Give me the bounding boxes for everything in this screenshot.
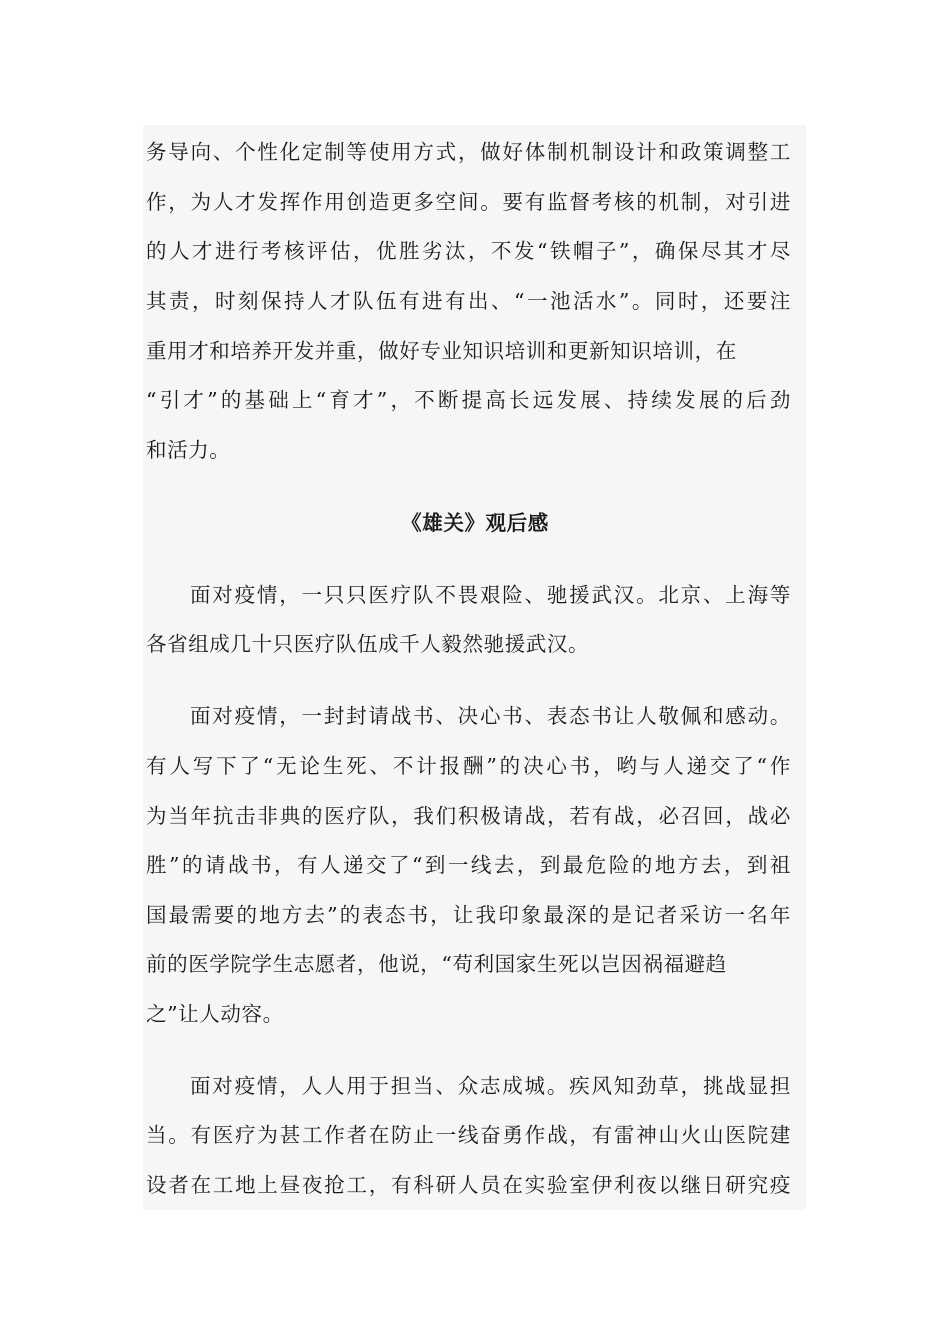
- paragraph-line: 当。有医疗为甚工作者在防止一线奋勇作战，有雷神山火山医院建: [146, 1123, 791, 1147]
- section-title: 《雄关》观后感: [401, 511, 549, 535]
- paragraph-line: 之”让人动容。: [146, 1002, 284, 1026]
- paragraph-line: 设者在工地上昼夜抢工，有科研人员在实验室伊利夜以继日研究疫: [146, 1173, 791, 1197]
- paragraph-line: 和活力。: [146, 438, 231, 462]
- paragraph-line: 面对疫情，一只只医疗队不畏艰险、驰援武汉。北京、上海等: [190, 583, 791, 607]
- paragraph-line: 胜”的请战书，有人递交了“到一线去，到最危险的地方去，到祖: [146, 853, 791, 877]
- paragraph-line: 国最需要的地方去”的表态书，让我印象最深的是记者采访一名年: [146, 903, 791, 927]
- paragraph-line: 为当年抗击非典的医疗队，我们积极请战，若有战，必召回，战必: [146, 804, 791, 828]
- paragraph-line: 各省组成几十只医疗队伍成千人毅然驰援武汉。: [146, 632, 590, 656]
- paragraph-line: 面对疫情，一封封请战书、决心书、表态书让人敬佩和感动。: [190, 704, 791, 728]
- paragraph-line: 其责，时刻保持人才队伍有进有出、“一池活水”。同时，还要注: [146, 289, 791, 313]
- paragraph-line: 的人才进行考核评估，优胜劣汰，不发“铁帽子”，确保尽其才尽: [146, 239, 791, 263]
- paragraph-line: “引才”的基础上“育才”，不断提高长远发展、持续发展的后劲: [146, 388, 791, 412]
- paragraph-line: 重用才和培养开发并重，做好专业知识培训和更新知识培训，在: [146, 339, 737, 363]
- paragraph-line: 前的医学院学生志愿者，他说，“苟利国家生死以岂因祸福避趋: [146, 952, 727, 976]
- paragraph-line: 面对疫情，人人用于担当、众志成城。疾风知劲草，挑战显担: [190, 1074, 791, 1098]
- paragraph-line: 有人写下了“无论生死、不计报酬”的决心书，哟与人递交了“作: [146, 754, 791, 778]
- paragraph-line: 务导向、个性化定制等使用方式，做好体制机制设计和政策调整工: [146, 140, 791, 164]
- paragraph-line: 作，为人才发挥作用创造更多空间。要有监督考核的机制，对引进: [146, 190, 791, 214]
